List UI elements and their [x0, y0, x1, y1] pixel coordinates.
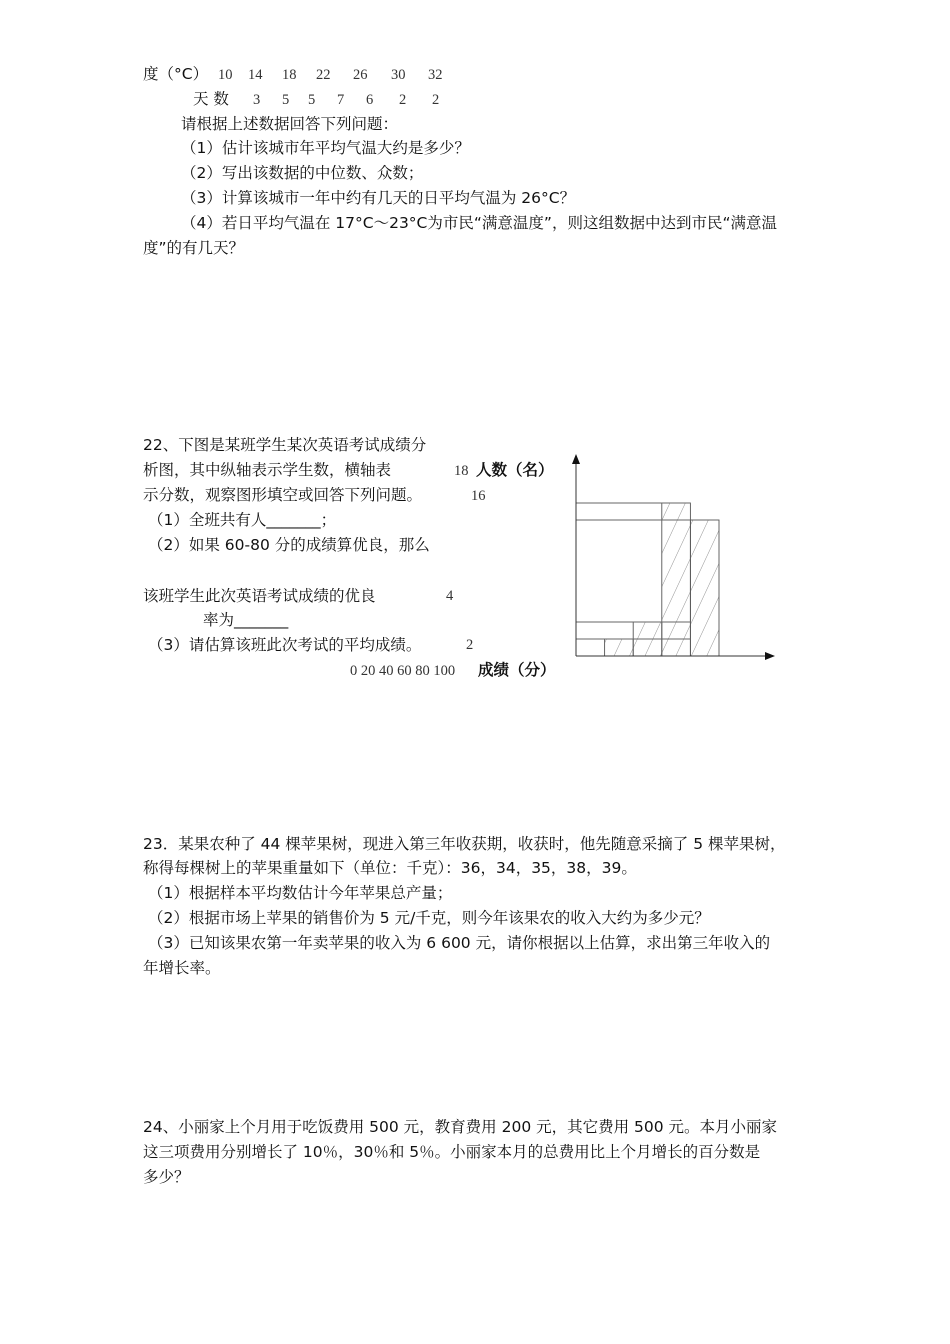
- histogram-bar-80-100: [690, 520, 719, 656]
- y-tick-label: 16: [471, 488, 486, 504]
- y-tick-label: 2: [466, 637, 474, 653]
- q22-line-3: 示分数，观察图形填空或回答下列问题。: [143, 486, 423, 504]
- days-value: 7: [337, 92, 345, 108]
- y-tick-label: 18: [454, 463, 469, 479]
- histogram-bar-20-40: [605, 639, 634, 656]
- days-value: 2: [432, 92, 440, 108]
- q21-intro: 请根据上述数据回答下列问题：: [181, 115, 399, 133]
- q23-line-2: 称得每棵树上的苹果重量如下（单位：千克）：36，34，35，38，39。: [143, 859, 637, 877]
- q22-line-1: 22、下图是某班学生某次英语考试成绩分: [143, 436, 427, 454]
- q23-sub-3: （3）已知该果农第一年卖苹果的收入为 6 600 元，请你根据以上估算，求出第三年收入的: [148, 934, 771, 952]
- q21-item-4-cont: 度”的有几天？: [143, 239, 245, 257]
- temperature-value: 30: [391, 67, 406, 83]
- days-value: 2: [399, 92, 407, 108]
- temperature-value: 18: [282, 67, 297, 83]
- days-row-label: 天 数: [193, 90, 229, 108]
- q22-sub-3: （3）请估算该班此次考试的平均成绩。: [148, 636, 422, 654]
- q23-line-1: 23．某果农种了 44 棵苹果树，现进入第三年收获期，收获时，他先随意采摘了 5 棵苹果树，: [143, 835, 786, 853]
- temperature-value: 32: [428, 67, 443, 83]
- q21-item-1: （1）估计该城市年平均气温大约是多少？: [181, 139, 470, 157]
- x-tick-labels: 0 20 40 60 80 100: [350, 663, 456, 679]
- q24-line-3: 多少？: [143, 1168, 190, 1186]
- q21-item-2: （2）写出该数据的中位数、众数；: [181, 164, 424, 182]
- days-value: 5: [308, 92, 316, 108]
- temperature-row-label: 度（°C）: [143, 65, 209, 83]
- temperature-value: 14: [248, 67, 263, 83]
- y-axis-arrow-icon: [572, 454, 580, 464]
- days-value: 3: [253, 92, 261, 108]
- histogram-bar-60-80: [662, 503, 691, 656]
- q23-sub-3-cont: 年增长率。: [143, 959, 221, 977]
- q21-item-3: （3）计算该城市一年中约有几天的日平均气温为 26°C？: [181, 189, 576, 207]
- q22-sub-2: （2）如果 60-80 分的成绩算优良，那么: [148, 536, 430, 554]
- days-value: 5: [282, 92, 290, 108]
- temperature-value: 26: [353, 67, 368, 83]
- x-axis-label: 成绩（分）: [478, 661, 556, 679]
- x-axis-arrow-icon: [765, 652, 775, 660]
- q24-line-2: 这三项费用分别增长了 10％，30％和 5％。小丽家本月的总费用比上个月增长的百分数是: [143, 1143, 761, 1161]
- temperature-value: 10: [218, 67, 233, 83]
- y-tick-label: 4: [446, 588, 454, 604]
- q22-line-2: 析图，其中纵轴表示学生数，横轴表: [143, 461, 392, 479]
- q22-sub-2-cont: 该班学生此次英语考试成绩的优良: [143, 587, 376, 605]
- q23-sub-1: （1）根据样本平均数估计今年苹果总产量；: [148, 884, 453, 902]
- score-histogram: [560, 440, 790, 670]
- q21-item-4: （4）若日平均气温在 17°C～23°C为市民“满意温度”，则这组数据中达到市民“满意温: [181, 214, 777, 232]
- q24-line-1: 24、小丽家上个月用于吃饭费用 500 元，教育费用 200 元，其它费用 500 元。本月小丽家: [143, 1118, 778, 1136]
- q23-sub-2: （2）根据市场上苹果的销售价为 5 元/千克，则今年该果农的收入大约为多少元？: [148, 909, 710, 927]
- q22-sub-1: （1）全班共有人_______；: [148, 511, 337, 529]
- y-axis-label: 人数（名）: [476, 461, 554, 479]
- temperature-value: 22: [316, 67, 331, 83]
- days-value: 6: [366, 92, 374, 108]
- q22-sub-2-blank: 率为_______: [203, 611, 289, 629]
